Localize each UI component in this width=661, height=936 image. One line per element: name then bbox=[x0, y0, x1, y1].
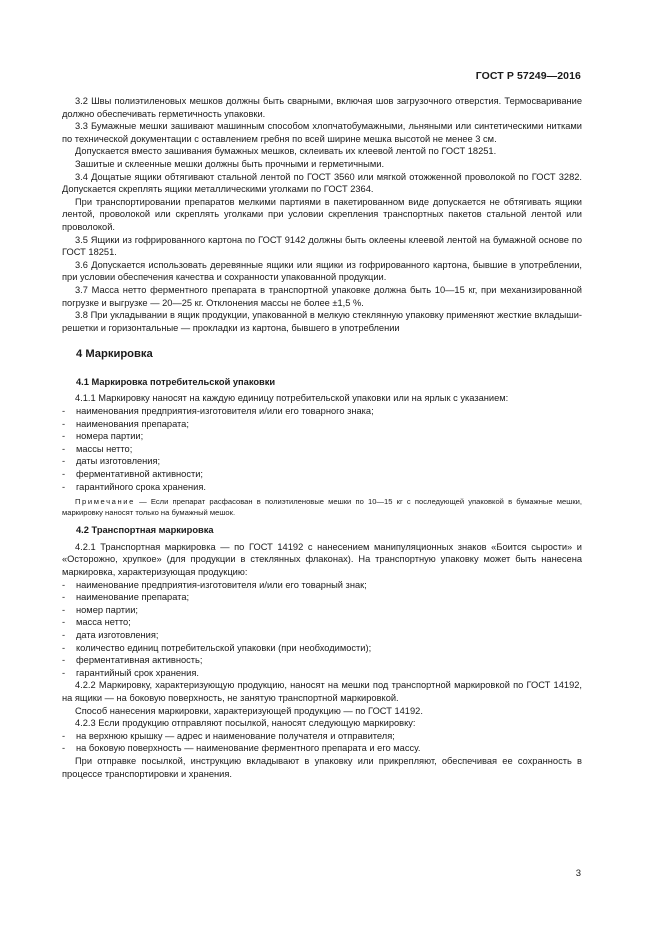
document-body bbox=[62, 95, 582, 780]
paragraph-3-5: 3.5 Ящики из гофрированного картона по ГОСТ 9142 должны быть оклеены клеевой лентой на бумажной основе по ГОСТ 18251. bbox=[62, 234, 582, 258]
page-number: 3 bbox=[575, 868, 581, 879]
list-item: - масса нетто; bbox=[62, 617, 131, 628]
list-item: - номер партии; bbox=[62, 604, 139, 615]
list-item: - наименование препарата; bbox=[62, 592, 190, 603]
section-4-heading: 4 Маркировка bbox=[76, 348, 153, 361]
paragraph-3-3-glue: Допускается вместо зашивания бумажных мешков, склеивать их клеевой лентой по ГОСТ 18251. bbox=[75, 146, 497, 157]
list-item: - наименования предприятия-изготовителя и/или его товарного знака; bbox=[62, 406, 374, 417]
list-item: - наименования препарата; bbox=[62, 418, 189, 429]
paragraph-4-2-3-instructions: При отправке посылкой, инструкцию вкладывают в упаковку или прикрепляют, обеспечивая ее сохранность в процессе транспортировки и хранения. bbox=[62, 755, 582, 779]
list-item: - на верхнюю крышку — адрес и наименование получателя и отправителя; bbox=[62, 730, 395, 741]
section-4-2-heading: 4.2 Транспортная маркировка bbox=[76, 525, 214, 536]
list-item: - даты изготовления; bbox=[62, 456, 161, 467]
paragraph-4-2-2: 4.2.2 Маркировку, характеризующую продукцию, наносят на мешки под транспортной маркировкой по ГОСТ 14192, на ящики — на боковую поверхность, не занятую транспортной маркировкой. bbox=[62, 680, 582, 703]
paragraph-3-7: 3.7 Масса нетто ферментного препарата в транспортной упаковке должна быть 10—15 кг, при механизированной погрузке и выгрузке — 20—25 кг. Отклонения массы не более ±1,5 %. bbox=[62, 284, 582, 308]
list-item: - массы нетто; bbox=[62, 443, 133, 454]
paragraph-3-8: 3.8 При укладывании в ящик продукции, упакованной в мелкую стеклянную упаковку применяют жесткие вкладыши-решетки и горизонтальные — прокладки из картона, бывшего в употреблении bbox=[62, 310, 582, 333]
note-text: — Если препарат расфасован в полиэтиленовые мешки по 10—15 кг с последующей упаковкой в бумажные мешки, маркировку наносят только на бумажный мешок. bbox=[62, 497, 582, 518]
paragraph-3-3: 3.3 Бумажные мешки зашивают машинным способом хлопчатобумажными, льняными или синтетическими нитками по технической документации с оставлением гребня по всей ширине мешка высотой не менее 3 см. bbox=[62, 121, 582, 144]
paragraph-3-4: 3.4 Дощатые ящики обтягивают стальной лентой по ГОСТ 3560 или мягкой отожженной проволокой по ГОСТ 3282. Допускается скреплять ящики металлическими уголками по ГОСТ 2364. bbox=[62, 171, 582, 195]
paragraph-4-1-1: 4.1.1 Маркировку наносят на каждую единицу потребительской упаковки или на ярлык с указанием: bbox=[75, 393, 509, 404]
section-4-1-heading: 4.1 Маркировка потребительской упаковки bbox=[76, 376, 276, 387]
note-label: Примечание bbox=[75, 497, 135, 507]
list-item: - ферментативная активность; bbox=[62, 655, 203, 666]
list-item: - дата изготовления; bbox=[62, 629, 159, 640]
paragraph-4-2-1: 4.2.1 Транспортная маркировка — по ГОСТ 14192 с нанесением манипуляционных знаков «Боится сырости» и «Осторожно, хрупкое» (для продукции в стеклянных флаконах). На транспортную упаковку может быть нанесена маркировка, характеризующая продукцию: bbox=[62, 541, 582, 577]
list-item: - гарантийный срок хранения. bbox=[62, 667, 199, 678]
standard-code-header: ГОСТ Р 57249—2016 bbox=[475, 70, 581, 82]
note bbox=[62, 496, 582, 518]
paragraph-3-3-sealed: Зашитые и склеенные мешки должны быть прочными и герметичными. bbox=[75, 158, 385, 169]
paragraph-4-2-2-method: Способ нанесения маркировки, характеризующей продукцию — по ГОСТ 14192. bbox=[75, 705, 423, 716]
list-item: - гарантийного срока хранения. bbox=[62, 481, 206, 492]
list-item: - на боковую поверхность — наименование ферментного препарата и его массу. bbox=[62, 743, 421, 754]
paragraph-3-6: 3.6 Допускается использовать деревянные ящики или ящики из гофрированного картона, бывшие в употреблении, при условии обеспечения качества и сохранности упакованной продукции. bbox=[62, 259, 582, 283]
list-item: - ферментативной активности; bbox=[62, 469, 203, 480]
list-item: - количество единиц потребительской упаковки (при необходимости); bbox=[62, 642, 372, 653]
list-item: - наименование предприятия-изготовителя и/или его товарный знак; bbox=[62, 579, 367, 590]
paragraph-3-2: 3.2 Швы полиэтиленовых мешков должны быть сварными, включая шов загрузочного отверстия. Термосваривание должно обеспечивать герметичность упаковки. bbox=[62, 96, 582, 119]
list-item: - номера партии; bbox=[62, 431, 144, 442]
paragraph-3-4-batches: При транспортировании препаратов мелкими партиями в пакетированном виде допускается не обтягивать ящики лентой, проволокой или скреплять уголками при условии скрепления транспортных пакетов стальной лентой или проволокой. bbox=[62, 196, 582, 232]
paragraph-4-2-3: 4.2.3 Если продукцию отправляют посылкой, наносят следующую маркировку: bbox=[75, 718, 416, 729]
